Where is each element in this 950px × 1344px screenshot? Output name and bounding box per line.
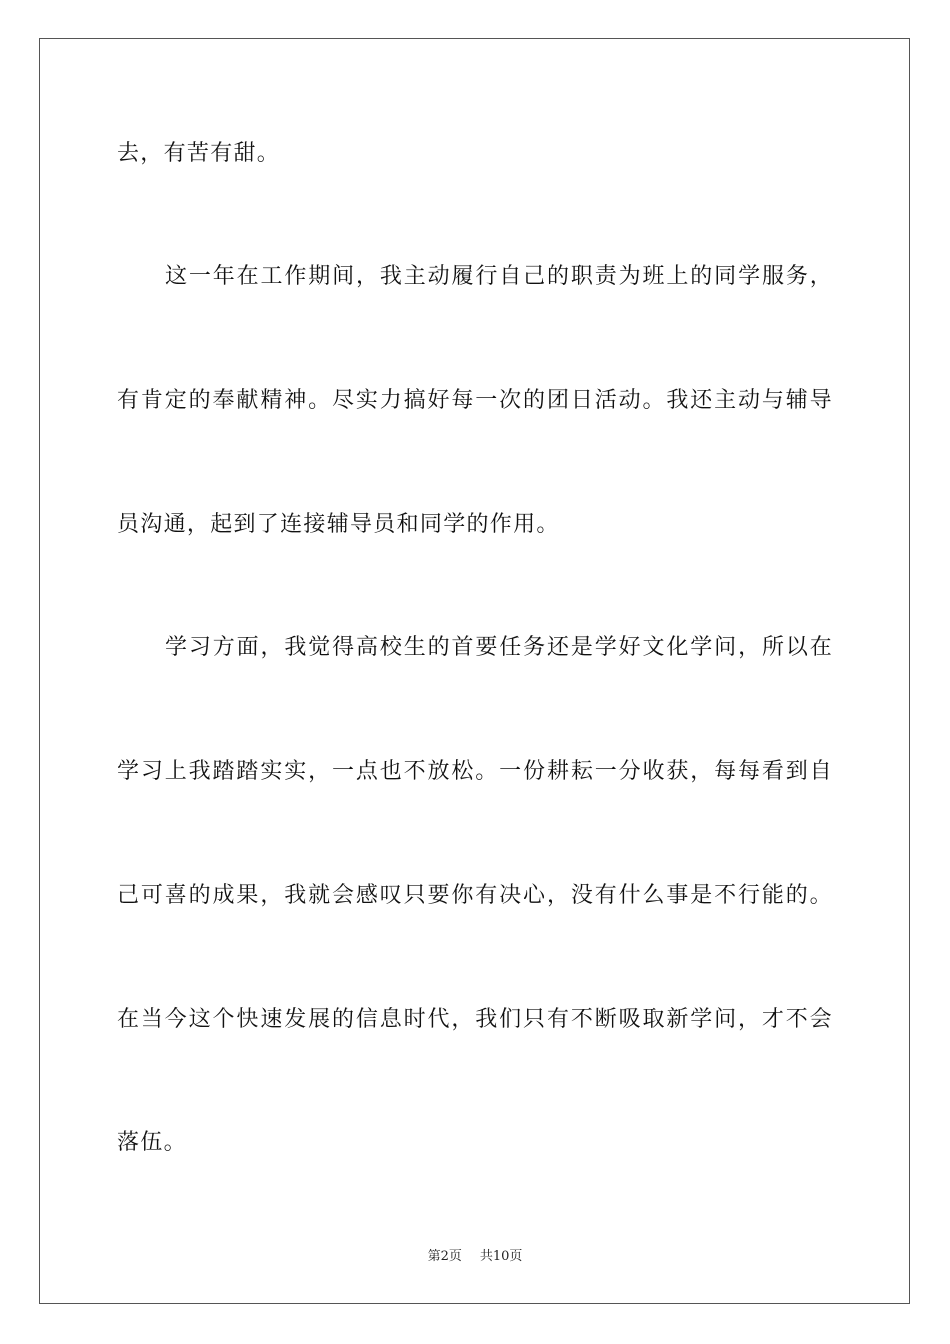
text-line-8: 在当今这个快速发展的信息时代，我们只有不断吸取新学问，才不会 xyxy=(117,1007,833,1032)
text-line-3: 有肯定的奉献精神。尽实力搞好每一次的团日活动。我还主动与辅导 xyxy=(117,388,833,413)
page-total: 共10页 xyxy=(479,1249,523,1264)
text-line-1: 去，有苦有甜。 xyxy=(117,141,281,166)
page-number: 第2页 xyxy=(427,1249,462,1264)
text-line-2: 这一年在工作期间，我主动履行自己的职责为班上的同学服务， xyxy=(165,264,833,289)
text-line-5: 学习方面，我觉得高校生的首要任务还是学好文化学问，所以在 xyxy=(165,635,833,660)
text-line-9: 落伍。 xyxy=(117,1130,187,1155)
page-border xyxy=(39,38,910,1304)
text-line-7: 己可喜的成果，我就会感叹只要你有决心，没有什么事是不行能的。 xyxy=(117,883,833,908)
text-line-4: 员沟通，起到了连接辅导员和同学的作用。 xyxy=(117,512,560,537)
text-line-6: 学习上我踏踏实实，一点也不放松。一份耕耘一分收获，每每看到自 xyxy=(117,759,833,784)
page-footer xyxy=(0,1248,950,1266)
